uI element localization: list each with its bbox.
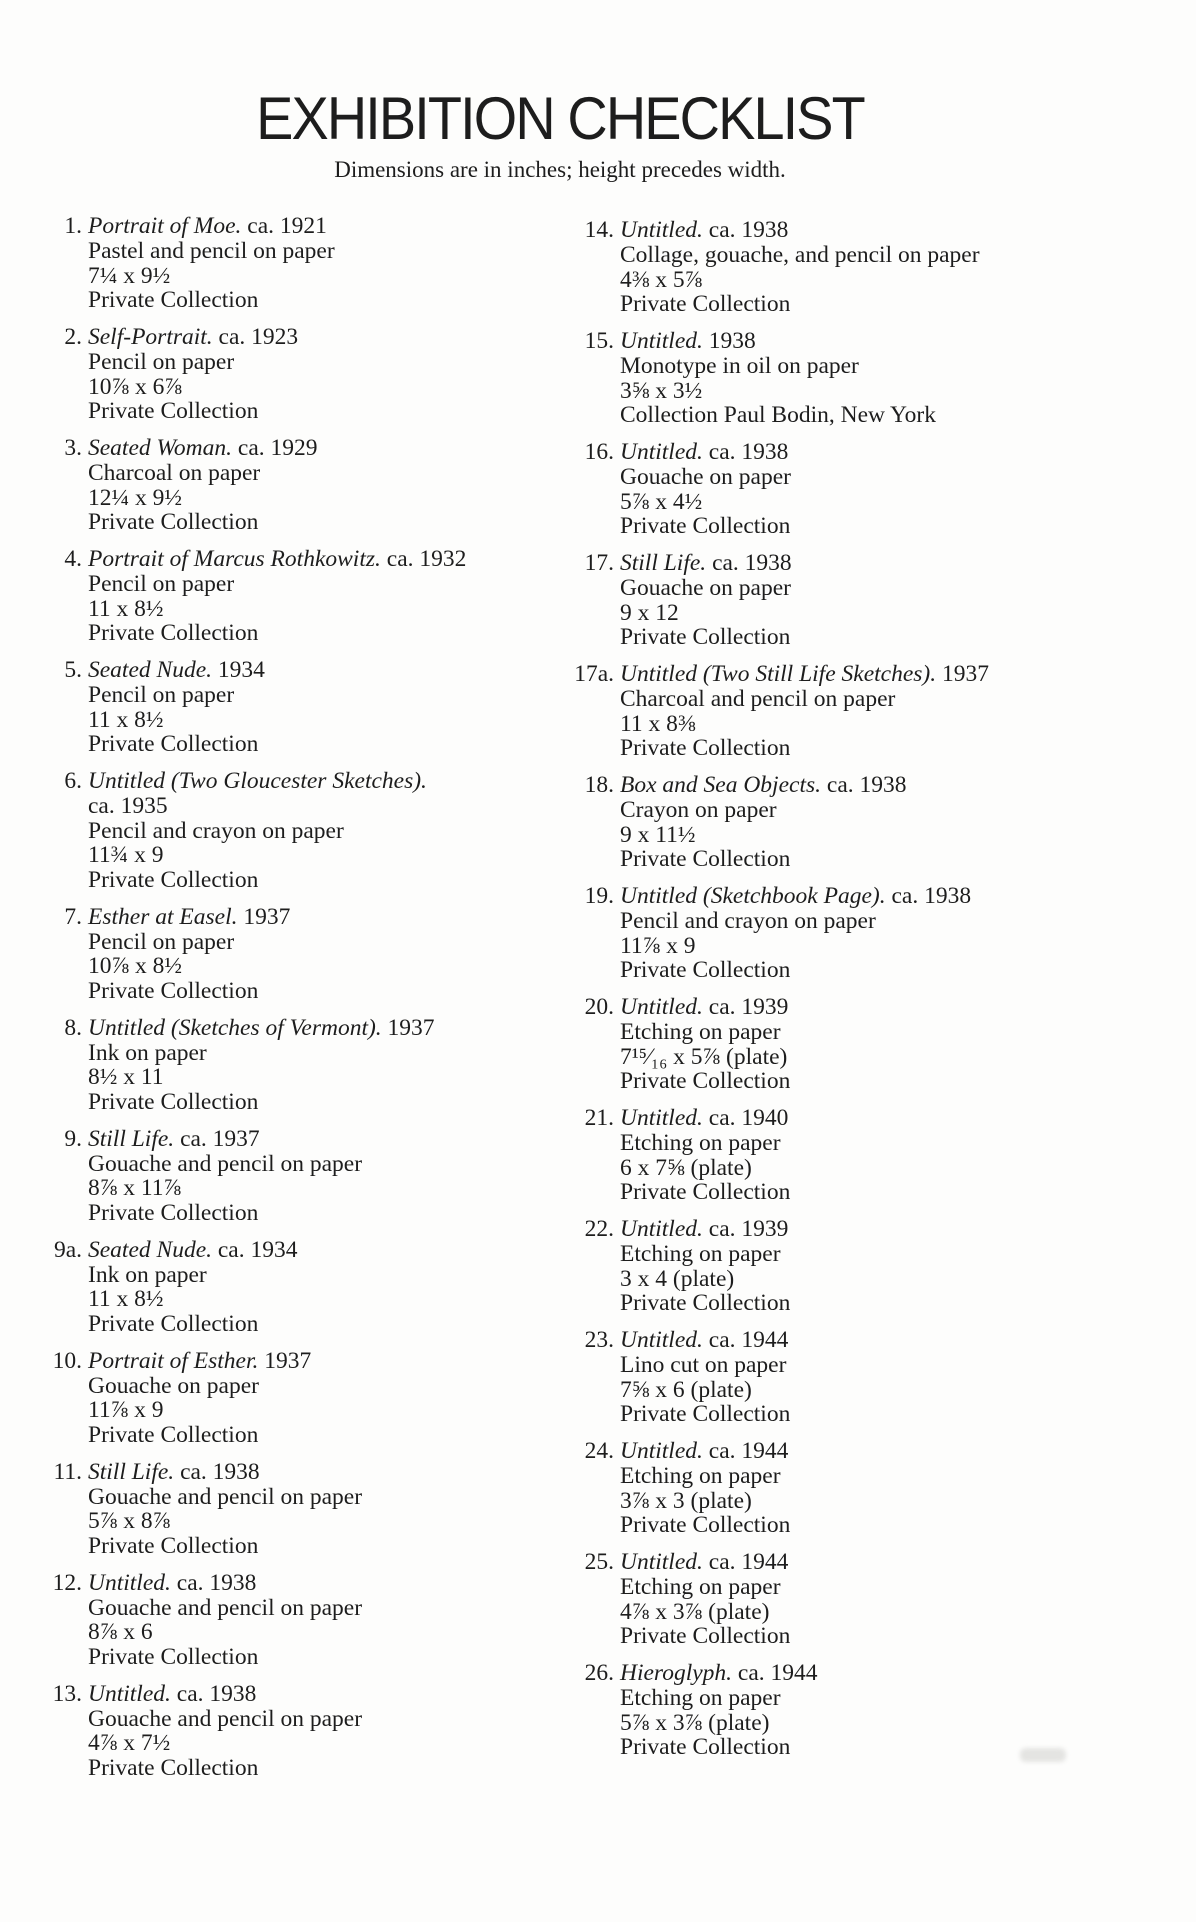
- entry-dimensions: 6 x 7⅝ (plate): [620, 1154, 752, 1181]
- entry-medium: Gouache on paper: [620, 574, 791, 601]
- entry-title: Untitled.: [88, 1569, 171, 1596]
- entry-collection: Private Collection: [88, 978, 259, 1004]
- entry-medium: Pencil on paper: [88, 570, 235, 597]
- entry-medium: Pencil and crayon on paper: [620, 907, 876, 934]
- entry-collection: Private Collection: [88, 1755, 259, 1781]
- entry-collection: Private Collection: [620, 1068, 791, 1095]
- entry-title: Untitled.: [620, 328, 703, 354]
- entry-date: 1937: [264, 1347, 312, 1374]
- entry-number: 12.: [52, 1569, 82, 1596]
- entry-dimensions: 9 x 11½: [620, 821, 696, 848]
- entry-medium: Pencil on paper: [88, 681, 235, 708]
- checklist-entry: [560, 551, 1020, 650]
- entry-date: ca. 1921: [247, 213, 327, 239]
- entry-date: ca. 1938: [708, 217, 789, 243]
- entry-dimensions: 7¼ x 9½: [88, 262, 171, 289]
- entry-date: ca. 1938: [176, 1680, 257, 1707]
- entry-title-line: [620, 773, 1020, 798]
- entry-title: Seated Nude.: [88, 657, 212, 683]
- entry-dimensions: 10⅞ x 6⅞: [88, 373, 182, 400]
- entry-title: Untitled (Sketchbook Page).: [620, 883, 886, 909]
- checklist-entry: [560, 884, 1020, 983]
- entry-dimensions: 11 x 8⅜: [620, 710, 696, 737]
- entry-dimensions: 7⅝ x 6 (plate): [620, 1376, 752, 1403]
- entry-dimensions: 11⅞ x 9: [88, 1397, 164, 1424]
- entry-number: 6.: [64, 768, 82, 794]
- entry-dimensions: 9 x 12: [620, 599, 679, 626]
- entry-date: ca. 1923: [218, 324, 299, 350]
- entry-number: 8.: [64, 1014, 82, 1041]
- entry-title-line: [620, 1661, 1020, 1686]
- entry-number: 26.: [584, 1660, 614, 1686]
- entry-collection: Private Collection: [620, 1623, 791, 1650]
- page-subtitle: Dimensions are in inches; height precedes width.: [334, 157, 786, 182]
- entry-collection: Private Collection: [88, 620, 259, 647]
- entry-title-line: [620, 884, 1020, 909]
- entry-date: ca. 1944: [708, 1327, 789, 1353]
- entry-title-line: [88, 1571, 488, 1596]
- entry-date: 1934: [217, 657, 265, 683]
- checklist-entry: [560, 1106, 1020, 1205]
- entry-collection: Private Collection: [88, 867, 259, 893]
- entry-title-line: [620, 1217, 1020, 1242]
- entry-title-line: [620, 329, 1020, 354]
- entry-dimensions: 11¾ x 9: [88, 842, 164, 869]
- checklist-entry: [560, 995, 1020, 1094]
- checklist-entry: [560, 1217, 1020, 1316]
- entry-number: 9a.: [53, 1236, 82, 1263]
- entry-title: Untitled.: [620, 1438, 703, 1464]
- entry-date: 1938: [708, 328, 756, 354]
- entry-number: 7.: [64, 903, 82, 930]
- entry-collection: Private Collection: [88, 1422, 259, 1448]
- entry-title-line: [620, 662, 1020, 687]
- entry-title: Portrait of Moe.: [88, 213, 242, 239]
- entry-dimensions: 5⅞ x 3⅞ (plate): [620, 1709, 770, 1736]
- entry-number: 22.: [584, 1216, 614, 1242]
- entry-title-line: [88, 769, 488, 794]
- entry-date: ca. 1938: [712, 550, 792, 576]
- entry-title-line: [88, 1238, 488, 1263]
- page-title: EXHIBITION CHECKLIST: [256, 85, 864, 152]
- entry-medium: Monotype in oil on paper: [620, 352, 859, 379]
- entry-dimensions: 11⅞ x 9: [620, 932, 696, 959]
- checklist-entry: [28, 1460, 488, 1559]
- entry-medium: Gouache and pencil on paper: [88, 1705, 363, 1732]
- entry-collection: Private Collection: [620, 513, 791, 540]
- checklist-entry: [28, 547, 488, 646]
- entry-title-line: [620, 1328, 1020, 1353]
- entry-collection: Private Collection: [88, 287, 259, 314]
- entry-date: ca. 1938: [180, 1458, 260, 1485]
- entry-collection: Private Collection: [88, 1089, 259, 1115]
- entry-title-line: [620, 995, 1020, 1020]
- entry-title: Untitled (Two Still Life Sketches).: [620, 661, 937, 687]
- checklist-entry: [28, 1127, 488, 1226]
- entry-title-line: [620, 1439, 1020, 1464]
- entry-title: Seated Nude.: [88, 1236, 212, 1263]
- entry-medium: Etching on paper: [620, 1573, 781, 1600]
- entry-number: 16.: [584, 439, 614, 465]
- entry-collection: Private Collection: [88, 1644, 259, 1670]
- checklist-right-column: [560, 218, 1020, 1772]
- entry-title: Untitled.: [620, 1327, 703, 1353]
- entry-date: ca. 1940: [708, 1105, 789, 1131]
- checklist-entry: [28, 325, 488, 424]
- entry-collection: Private Collection: [620, 1290, 791, 1317]
- entry-title: Self-Portrait.: [88, 324, 213, 350]
- entry-medium: Ink on paper: [88, 1261, 207, 1288]
- entry-title-line: [88, 658, 488, 683]
- checklist-entry: [28, 436, 488, 535]
- entry-medium: Pastel and pencil on paper: [88, 237, 335, 264]
- entry-date: ca. 1939: [708, 994, 789, 1020]
- entry-date: ca. 1934: [217, 1236, 298, 1263]
- entry-dimensions: 8½ x 11: [88, 1064, 164, 1091]
- entry-title: Untitled.: [620, 1216, 703, 1242]
- entry-title-line: [88, 1127, 488, 1152]
- entry-medium: Etching on paper: [620, 1129, 781, 1156]
- entry-dimensions: 4⅞ x 7½: [88, 1730, 171, 1757]
- entry-number: 5.: [64, 657, 82, 683]
- entry-medium: Etching on paper: [620, 1462, 781, 1489]
- entry-title: Still Life.: [88, 1458, 175, 1485]
- entry-date: ca. 1938: [708, 439, 789, 465]
- entry-date: ca. 1935: [88, 792, 168, 819]
- entry-title-line: [620, 551, 1020, 576]
- entry-number: 9.: [64, 1125, 82, 1152]
- entry-date: ca. 1944: [737, 1660, 818, 1686]
- checklist-entry: [28, 214, 488, 313]
- entry-title-line: [88, 436, 488, 461]
- entry-dimensions: 10⅞ x 8½: [88, 953, 182, 980]
- entry-number: 4.: [64, 546, 82, 572]
- entry-title-line: [88, 325, 488, 350]
- entry-number: 23.: [584, 1327, 614, 1353]
- checklist-entry: [28, 905, 488, 1004]
- entry-collection: Private Collection: [620, 624, 791, 651]
- scan-smudge: [1020, 1748, 1066, 1762]
- entry-number: 19.: [584, 883, 614, 909]
- checklist-entry: [560, 1439, 1020, 1538]
- entry-collection: Private Collection: [620, 1401, 791, 1428]
- entry-collection: Private Collection: [88, 1311, 259, 1337]
- entry-number: 10.: [52, 1347, 82, 1374]
- entry-title: Untitled.: [620, 994, 703, 1020]
- entry-title: Portrait of Esther.: [88, 1347, 259, 1374]
- entry-title: Untitled.: [620, 439, 703, 465]
- checklist-entry: [560, 218, 1020, 317]
- entry-title-line: [620, 1550, 1020, 1575]
- entry-title: Untitled.: [620, 1105, 703, 1131]
- checklist-entry: [28, 1682, 488, 1781]
- checklist-entry: [28, 1571, 488, 1670]
- checklist-entry: [560, 662, 1020, 761]
- entry-medium: Gouache on paper: [620, 463, 791, 490]
- entry-title-line: [88, 1682, 488, 1707]
- entry-title: Untitled.: [88, 1680, 171, 1707]
- entry-title-line: [88, 1460, 488, 1485]
- entry-collection: Private Collection: [620, 846, 791, 873]
- entry-medium: Gouache on paper: [88, 1372, 259, 1399]
- entry-title: Untitled (Sketches of Vermont).: [88, 1014, 382, 1041]
- entry-dimensions: 5⅞ x 4½: [620, 488, 703, 515]
- entry-title: Esther at Easel.: [88, 903, 238, 930]
- entry-collection: Private Collection: [620, 1734, 791, 1761]
- entry-collection: Private Collection: [620, 957, 791, 984]
- entry-dimensions: 12¼ x 9½: [88, 484, 182, 511]
- entry-date: ca. 1929: [237, 435, 318, 461]
- entry-date: ca. 1938: [176, 1569, 257, 1596]
- checklist-entry: [28, 658, 488, 757]
- entry-medium: Pencil on paper: [88, 928, 235, 955]
- entry-title: Portrait of Marcus Rothkowitz.: [88, 546, 381, 572]
- entry-number: 2.: [64, 324, 82, 350]
- checklist-entry: [560, 1661, 1020, 1760]
- entry-title: Hieroglyph.: [620, 1660, 733, 1686]
- checklist-entry: [28, 1016, 488, 1115]
- entry-date: ca. 1937: [180, 1125, 260, 1152]
- entry-date: ca. 1939: [708, 1216, 789, 1242]
- entry-number: 21.: [584, 1105, 614, 1131]
- entry-medium: Gouache and pencil on paper: [88, 1150, 363, 1177]
- entry-dimensions: 4⅞ x 3⅞ (plate): [620, 1598, 770, 1625]
- checklist-entry: [560, 1550, 1020, 1649]
- entry-title: Box and Sea Objects.: [620, 772, 822, 798]
- entry-collection: Private Collection: [88, 398, 259, 425]
- entry-collection: Collection Paul Bodin, New York: [620, 402, 936, 429]
- entry-date: ca. 1944: [708, 1549, 789, 1575]
- entry-number: 13.: [52, 1680, 82, 1707]
- entry-dimensions: 7¹⁵⁄₁₆ x 5⅞ (plate): [620, 1043, 788, 1070]
- checklist-entry: [28, 1349, 488, 1448]
- checklist-entry: [560, 440, 1020, 539]
- entry-number: 3.: [64, 435, 82, 461]
- entry-medium: Etching on paper: [620, 1684, 781, 1711]
- checklist-entry: [560, 329, 1020, 428]
- entry-collection: Private Collection: [620, 1512, 791, 1539]
- entry-medium: Charcoal and pencil on paper: [620, 685, 896, 712]
- entry-dimensions: 3⅞ x 3 (plate): [620, 1487, 752, 1514]
- entry-medium: Ink on paper: [88, 1039, 207, 1066]
- checklist-entry: [560, 773, 1020, 872]
- entry-title: Still Life.: [88, 1125, 175, 1152]
- entry-dimensions: 8⅞ x 11⅞: [88, 1175, 182, 1202]
- checklist-entry: [28, 769, 488, 893]
- entry-medium: Gouache and pencil on paper: [88, 1594, 363, 1621]
- entry-date: ca. 1944: [708, 1438, 789, 1464]
- entry-number: 15.: [584, 328, 614, 354]
- entry-date: 1937: [243, 903, 291, 930]
- entry-dimensions: 3 x 4 (plate): [620, 1265, 735, 1292]
- entry-number: 17.: [584, 550, 614, 576]
- entry-medium: Etching on paper: [620, 1240, 781, 1267]
- entry-title-line: [88, 547, 488, 572]
- entry-title: Untitled.: [620, 217, 703, 243]
- entry-collection: Private Collection: [88, 1533, 259, 1559]
- entry-number: 1.: [64, 213, 82, 239]
- entry-date: ca. 1938: [826, 772, 907, 798]
- entry-medium: Collage, gouache, and pencil on paper: [620, 241, 980, 268]
- entry-title-line: [620, 440, 1020, 465]
- entry-dimensions: 11 x 8½: [88, 706, 164, 733]
- checklist-left-column: [28, 214, 488, 1793]
- entry-medium: Etching on paper: [620, 1018, 781, 1045]
- entry-date-line: [88, 794, 488, 819]
- entry-title-line: [620, 1106, 1020, 1131]
- entry-number: 25.: [584, 1549, 614, 1575]
- entry-dimensions: 11 x 8½: [88, 595, 164, 622]
- entry-number: 18.: [584, 772, 614, 798]
- entry-title: Untitled.: [620, 1549, 703, 1575]
- entry-medium: Pencil on paper: [88, 348, 235, 375]
- entry-dimensions: 8⅞ x 6: [88, 1619, 153, 1646]
- entry-title-line: [88, 905, 488, 930]
- entry-dimensions: 4⅜ x 5⅞: [620, 266, 703, 293]
- entry-collection: Private Collection: [620, 291, 791, 318]
- entry-dimensions: 11 x 8½: [88, 1286, 164, 1313]
- entry-date: 1937: [387, 1014, 435, 1041]
- entry-dimensions: 5⅞ x 8⅞: [88, 1508, 171, 1535]
- entry-collection: Private Collection: [88, 731, 259, 758]
- entry-title: Seated Woman.: [88, 435, 233, 461]
- entry-number: 14.: [584, 217, 614, 243]
- entry-collection: Private Collection: [620, 735, 791, 762]
- entry-title: Still Life.: [620, 550, 707, 576]
- entry-title-line: [88, 214, 488, 239]
- checklist-entry: [28, 1238, 488, 1337]
- entry-title-line: [88, 1016, 488, 1041]
- entry-title-line: [88, 1349, 488, 1374]
- entry-date: ca. 1938: [891, 883, 972, 909]
- entry-collection: Private Collection: [88, 509, 259, 536]
- entry-number: 20.: [584, 994, 614, 1020]
- entry-medium: Pencil and crayon on paper: [88, 817, 344, 844]
- entry-date: 1937: [942, 661, 989, 687]
- entry-number: 24.: [584, 1438, 614, 1464]
- entry-title-line: [620, 218, 1020, 243]
- entry-medium: Lino cut on paper: [620, 1351, 787, 1378]
- entry-medium: Gouache and pencil on paper: [88, 1483, 363, 1510]
- entry-date: ca. 1932: [386, 546, 467, 572]
- entry-number: 17a.: [574, 661, 614, 687]
- entry-number: 11.: [53, 1458, 82, 1485]
- entry-collection: Private Collection: [88, 1200, 259, 1226]
- entry-medium: Crayon on paper: [620, 796, 777, 823]
- entry-medium: Charcoal on paper: [88, 459, 261, 486]
- checklist-entry: [560, 1328, 1020, 1427]
- entry-title: Untitled (Two Gloucester Sketches).: [88, 768, 427, 794]
- entry-collection: Private Collection: [620, 1179, 791, 1206]
- entry-dimensions: 3⅝ x 3½: [620, 377, 703, 404]
